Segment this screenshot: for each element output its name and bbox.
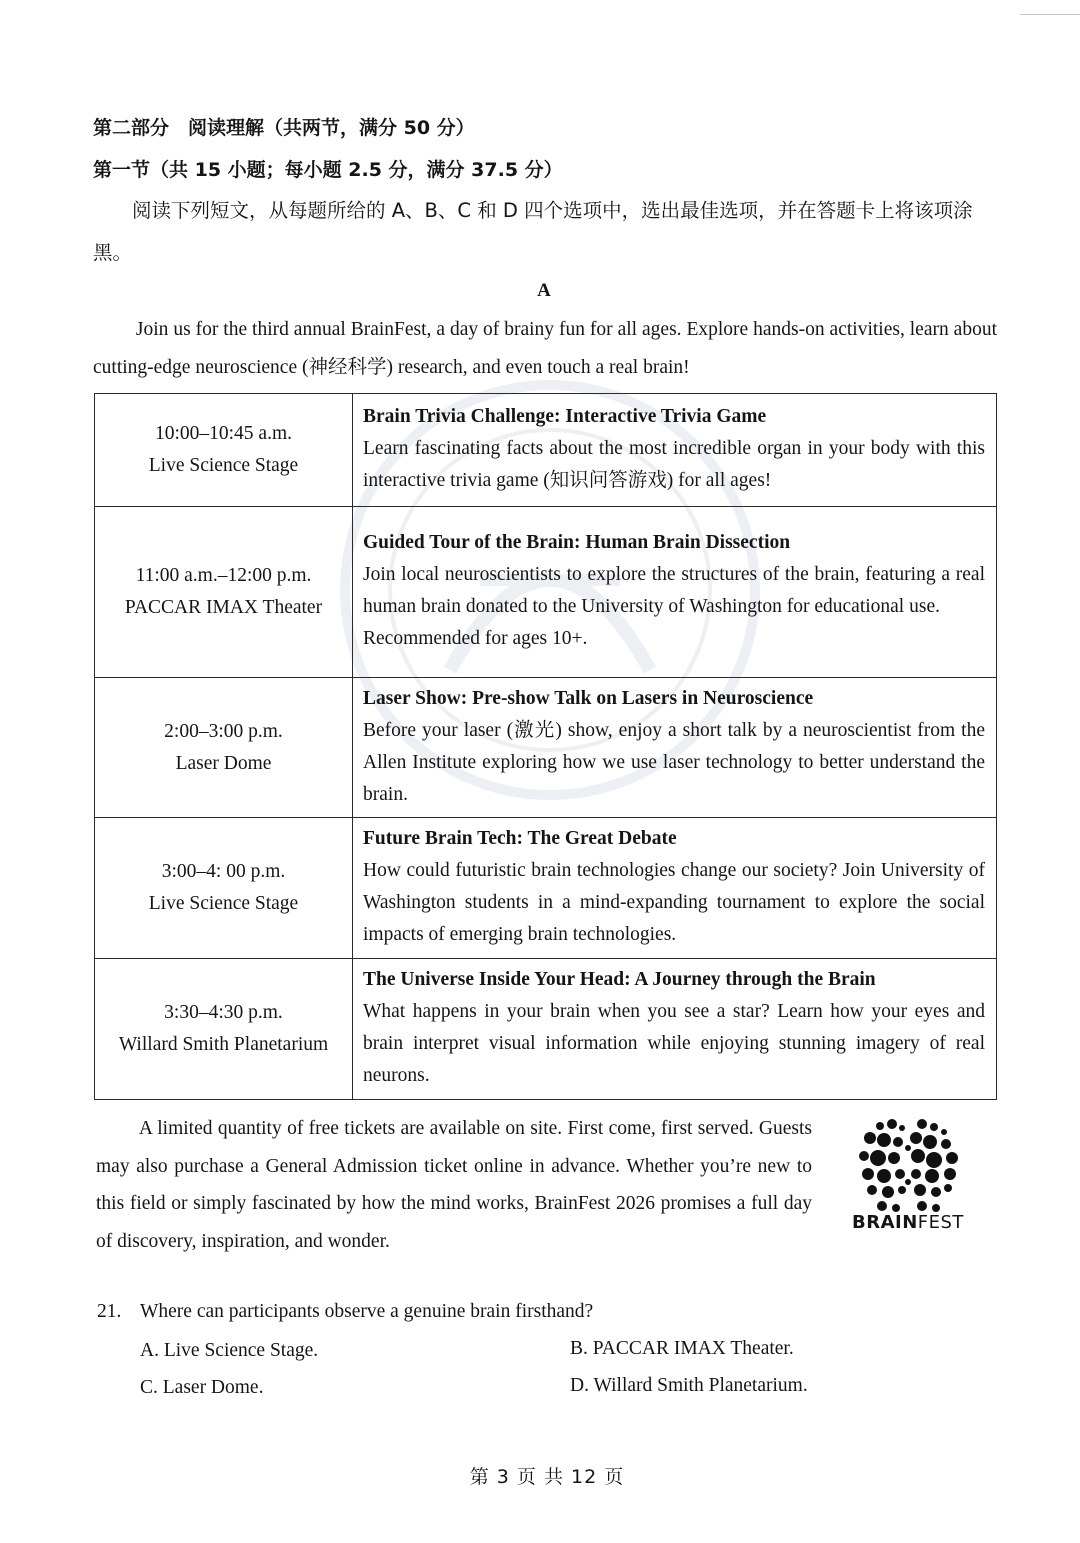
event-time-cell: [95, 818, 353, 959]
event-title: Guided Tour of the Brain: Human Brain Dissection: [363, 532, 791, 553]
question-21: [97, 1301, 593, 1323]
tickets-paragraph: A limited quantity of free tickets are available on site. First come, first served. Guests may also purchase a General Admission ticket online in advance. Whether you’re new to this field or simply fascinated by how the mind works, BrainFest 2026 promises a full day of discovery, inspiration, and wonder.: [96, 1118, 812, 1252]
event-venue: PACCAR IMAX Theater: [124, 597, 323, 618]
event-time: 2:00–3:00 p.m.: [164, 720, 283, 742]
option-a: A. Live Science Stage.: [140, 1340, 319, 1361]
event-detail-cell: [353, 507, 997, 678]
event-detail-cell: [353, 959, 997, 1100]
event-description: Before your laser (激光) show, enjoy a short talk by a neuroscientist from the Allen Institute exploring how we use laser technology to better understand the brain.: [363, 719, 985, 805]
event-time-cell: [95, 959, 353, 1100]
section-title: 第一节（共 15 小题；每小题 2.5 分，满分 37.5 分）: [93, 159, 563, 181]
page-edge-line: [1020, 0, 1080, 15]
event-detail-cell: [353, 394, 997, 507]
event-schedule-table: [94, 393, 997, 1100]
part-title: 第二部分 阅读理解（共两节，满分 50 分）: [93, 117, 475, 139]
event-time: 3:30–4:30 p.m.: [164, 1002, 283, 1023]
option-c: C. Laser Dome.: [140, 1377, 264, 1398]
event-description: How could futuristic brain technologies change our society? Join University of Washington students in a mind-expanding tournament to explore the social impacts of emerging brain technologies.: [363, 860, 985, 945]
table-row: [95, 678, 997, 818]
event-time-cell: [95, 394, 353, 507]
event-time: 10:00–10:45 a.m.: [154, 423, 293, 444]
event-title: The Universe Inside Your Head: A Journey through the Brain: [363, 969, 876, 990]
event-title: Brain Trivia Challenge: Interactive Trivia Game: [363, 406, 767, 427]
event-description: Learn fascinating facts about the most incredible organ in your body with this interactive trivia game (知识问答游戏) for all ages!: [363, 438, 985, 491]
event-time: 3:00–4: 00 p.m.: [161, 861, 286, 882]
logo-word-light: FEST: [917, 1212, 964, 1233]
table-row: [95, 394, 997, 507]
event-detail-cell: [353, 678, 997, 818]
question-number: 21.: [97, 1301, 122, 1322]
event-time-cell: [95, 507, 353, 678]
event-description: What happens in your brain when you see a star? Learn how your eyes and brain interpret visual information while enjoying stunning imagery of real neurons.: [363, 1001, 985, 1086]
event-time-cell: [95, 678, 353, 818]
passage-label: A: [537, 280, 551, 301]
event-title: Laser Show: Pre-show Talk on Lasers in Neuroscience: [363, 687, 814, 709]
event-description: Join local neuroscientists to explore the structures of the brain, featuring a real human brain donated to the University of Washington for educational use.: [363, 564, 985, 617]
passage-intro: Join us for the third annual BrainFest, a day of brainy fun for all ages. Explore hands-on activities, learn about cutting-edge neuroscience (神经科学) research, and even touch a real brain!: [93, 319, 997, 378]
event-venue: Laser Dome: [175, 752, 272, 774]
event-detail-cell: [353, 818, 997, 959]
table-row: [95, 818, 997, 959]
page-number: 第 3 页 共 12 页: [469, 1466, 625, 1488]
event-venue: Live Science Stage: [148, 893, 299, 914]
instructions: 阅读下列短文，从每题所给的 A、B、C 和 D 四个选项中，选出最佳选项，并在答题卡上将该项涂黑。: [93, 199, 973, 264]
option-b: B. PACCAR IMAX Theater.: [570, 1338, 794, 1359]
event-time: 11:00 a.m.–12:00 p.m.: [135, 565, 312, 586]
question-text: Where can participants observe a genuine brain firsthand?: [140, 1301, 594, 1322]
event-title: Future Brain Tech: The Great Debate: [363, 828, 677, 849]
table-row: [95, 959, 997, 1100]
event-note: Recommended for ages 10+.: [363, 628, 588, 649]
table-row: [95, 507, 997, 678]
option-d: D. Willard Smith Planetarium.: [570, 1375, 808, 1396]
event-venue: Live Science Stage: [148, 455, 299, 476]
brainfest-logo-text: [852, 1212, 964, 1233]
event-venue: Willard Smith Planetarium: [118, 1034, 329, 1055]
logo-word-bold: BRAIN: [852, 1212, 918, 1233]
